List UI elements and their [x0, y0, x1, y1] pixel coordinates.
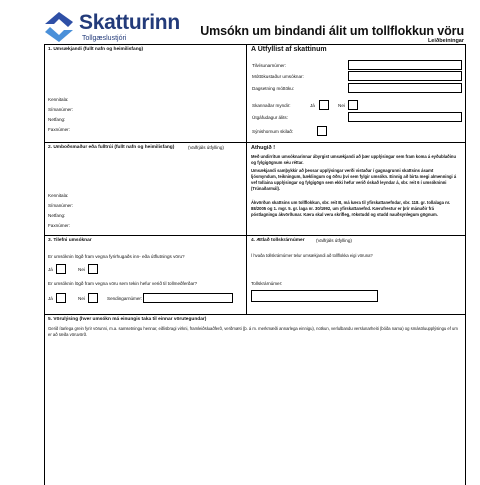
- tax-box-title: A Útfyllist af skattinum: [251, 46, 327, 53]
- kennitala-label: Kennitala:: [48, 97, 69, 102]
- utgafu-label: Útgáfudagur álits:: [252, 115, 289, 120]
- faxnumer-label: Faxnúmer:: [48, 127, 70, 132]
- q1-nei-checkbox[interactable]: [88, 264, 98, 274]
- tilvisun-label: Tilvísunarnúmer:: [252, 63, 287, 68]
- q2-nei-label: Nei: [78, 296, 85, 301]
- divider: [246, 44, 247, 314]
- mottoku-field[interactable]: [348, 71, 462, 81]
- q1-nei-label: Nei: [78, 267, 85, 272]
- logo-mark-icon: [42, 10, 76, 44]
- section4-title: 4. Ætlað tollskrárnúmer: [251, 238, 305, 243]
- skanni-label: Skannaðar myndir:: [252, 103, 291, 108]
- section2-title: 2. Umboðsmaður eða fulltrúi (fullt nafn og heimilisfang): [48, 145, 175, 150]
- skanni-nei-checkbox[interactable]: [348, 100, 358, 110]
- section2-optional: (Valfrjáls útfylling): [188, 145, 224, 150]
- netfang2-label: Netfang:: [48, 213, 66, 218]
- brand-name: Skatturinn: [79, 11, 180, 34]
- kennitala2-label: Kennitala:: [48, 193, 69, 198]
- divider: [44, 235, 465, 236]
- page-title: Umsókn um bindandi álit um tollflokkun vöru: [200, 24, 464, 38]
- tollskrarnumer-label: Tollskrárnúmer:: [251, 281, 283, 286]
- brand-subtitle: Tollgæslustjóri: [82, 35, 127, 42]
- section4-optional: (Valfrjáls útfylling): [316, 238, 352, 243]
- section4-desc: Í hvaða tollskrárnúmer telur umsækjandi að tollflokka eigi vöruna?: [251, 253, 373, 258]
- section3-title: 3. Tilefni umsóknar: [48, 238, 92, 243]
- q1-text: Er umsóknin lögð fram vegna fyrirhugaðs inn- eða útflutnings vöru?: [48, 254, 185, 259]
- athugid-p3: Ákvörðun skattsins um tollflokkun, sbr. reit B, má kæra til yfirskattanefndar, sbr. 118. gr. tollalaga nr. 88/2005 og 1. mgr. 5. gr. laga nr. 30/1992, um yfirskattanefnd. Kærufrestur er þrír mánuðir frá póstlagningu ákvörðunar. Kæra skal vera skrifleg, rökstudd og studd nauðsynlegum gögnum.: [251, 200, 451, 217]
- sendingarnumer-label: Sendingarnúmer:: [107, 296, 143, 301]
- athugid-title: Athugið !: [251, 145, 276, 151]
- section5-desc: Gerið ítarlega grein fyrir vörunni, m.a. samsetningu hennar, eðlisbragi virkni, framleiðsluaðferð, verðmæti (þ. á m. merkmæði annarlega einnigu), notkun, verlulbandu verslunarheiti (bóða nama) og smásöluupplýsingu ef um er að ræða vöruvörð.: [48, 326, 458, 337]
- divider: [44, 314, 465, 315]
- q2-text: Er umsóknin lögð fram vegna vöru sem tekin hefur verið til tollmeðferðar?: [48, 281, 198, 286]
- nei-label: Nei: [338, 103, 345, 108]
- faxnumer2-label: Faxnúmer:: [48, 223, 70, 228]
- mottoku-label: Móttökustaður umsóknar:: [252, 74, 304, 79]
- tilvisun-field[interactable]: [348, 60, 462, 70]
- netfang-label: Netfang:: [48, 117, 66, 122]
- divider: [44, 142, 465, 143]
- dagsetning-field[interactable]: [348, 83, 462, 93]
- q2-nei-checkbox[interactable]: [88, 293, 98, 303]
- skanni-ja-checkbox[interactable]: [319, 100, 329, 110]
- vorulysing-textarea[interactable]: [48, 342, 462, 478]
- q2-ja-label: Já: [48, 296, 53, 301]
- utgafu-field[interactable]: [348, 112, 462, 122]
- synis-checkbox[interactable]: [317, 126, 327, 136]
- synis-label: Sýnishornum skilað:: [252, 129, 294, 134]
- tollskrarnumer-field[interactable]: [251, 290, 378, 302]
- q1-ja-checkbox[interactable]: [56, 264, 66, 274]
- q2-ja-checkbox[interactable]: [56, 293, 66, 303]
- simanumer-label: Símanúmer:: [48, 107, 74, 112]
- athugid-p1: Með undirritun umsóknarinnar ábyrgist umsækjandi að þær upplýsingar sem fram koma á eyðublaðinu og fylgigögnum séu réttar.: [251, 154, 456, 165]
- guide-link[interactable]: Leiðbeiningar: [427, 38, 464, 44]
- section1-title: 1. Umsækjandi (fullt nafn og heimilisfang): [48, 47, 144, 52]
- section5-title: 5. Vörulýsing (hver umsókn má einungis taka til einnar vörutegundar): [48, 317, 207, 322]
- dagsetning-label: Dagsetning móttöku:: [252, 86, 295, 91]
- athugid-p2: Umsækjandi samþykkir að þessar upplýsingar verði vistaðar í gagnagrunni skattsins ásamt ljósmyndum, teikningum, bæklingum og öðru því sem fylgir umsókn. Einnig að birta megi almenningi á vef tollaina upplýsingar og fylgigögn sem ekki hefur verið óskað leyndar á, sbr. reit 6 í umsókninni (Trúnaðarmál).: [251, 168, 457, 191]
- ja-label: Já: [310, 103, 315, 108]
- sendingarnumer-field[interactable]: [143, 293, 233, 303]
- simanumer2-label: Símanúmer:: [48, 203, 74, 208]
- q1-ja-label: Já: [48, 267, 53, 272]
